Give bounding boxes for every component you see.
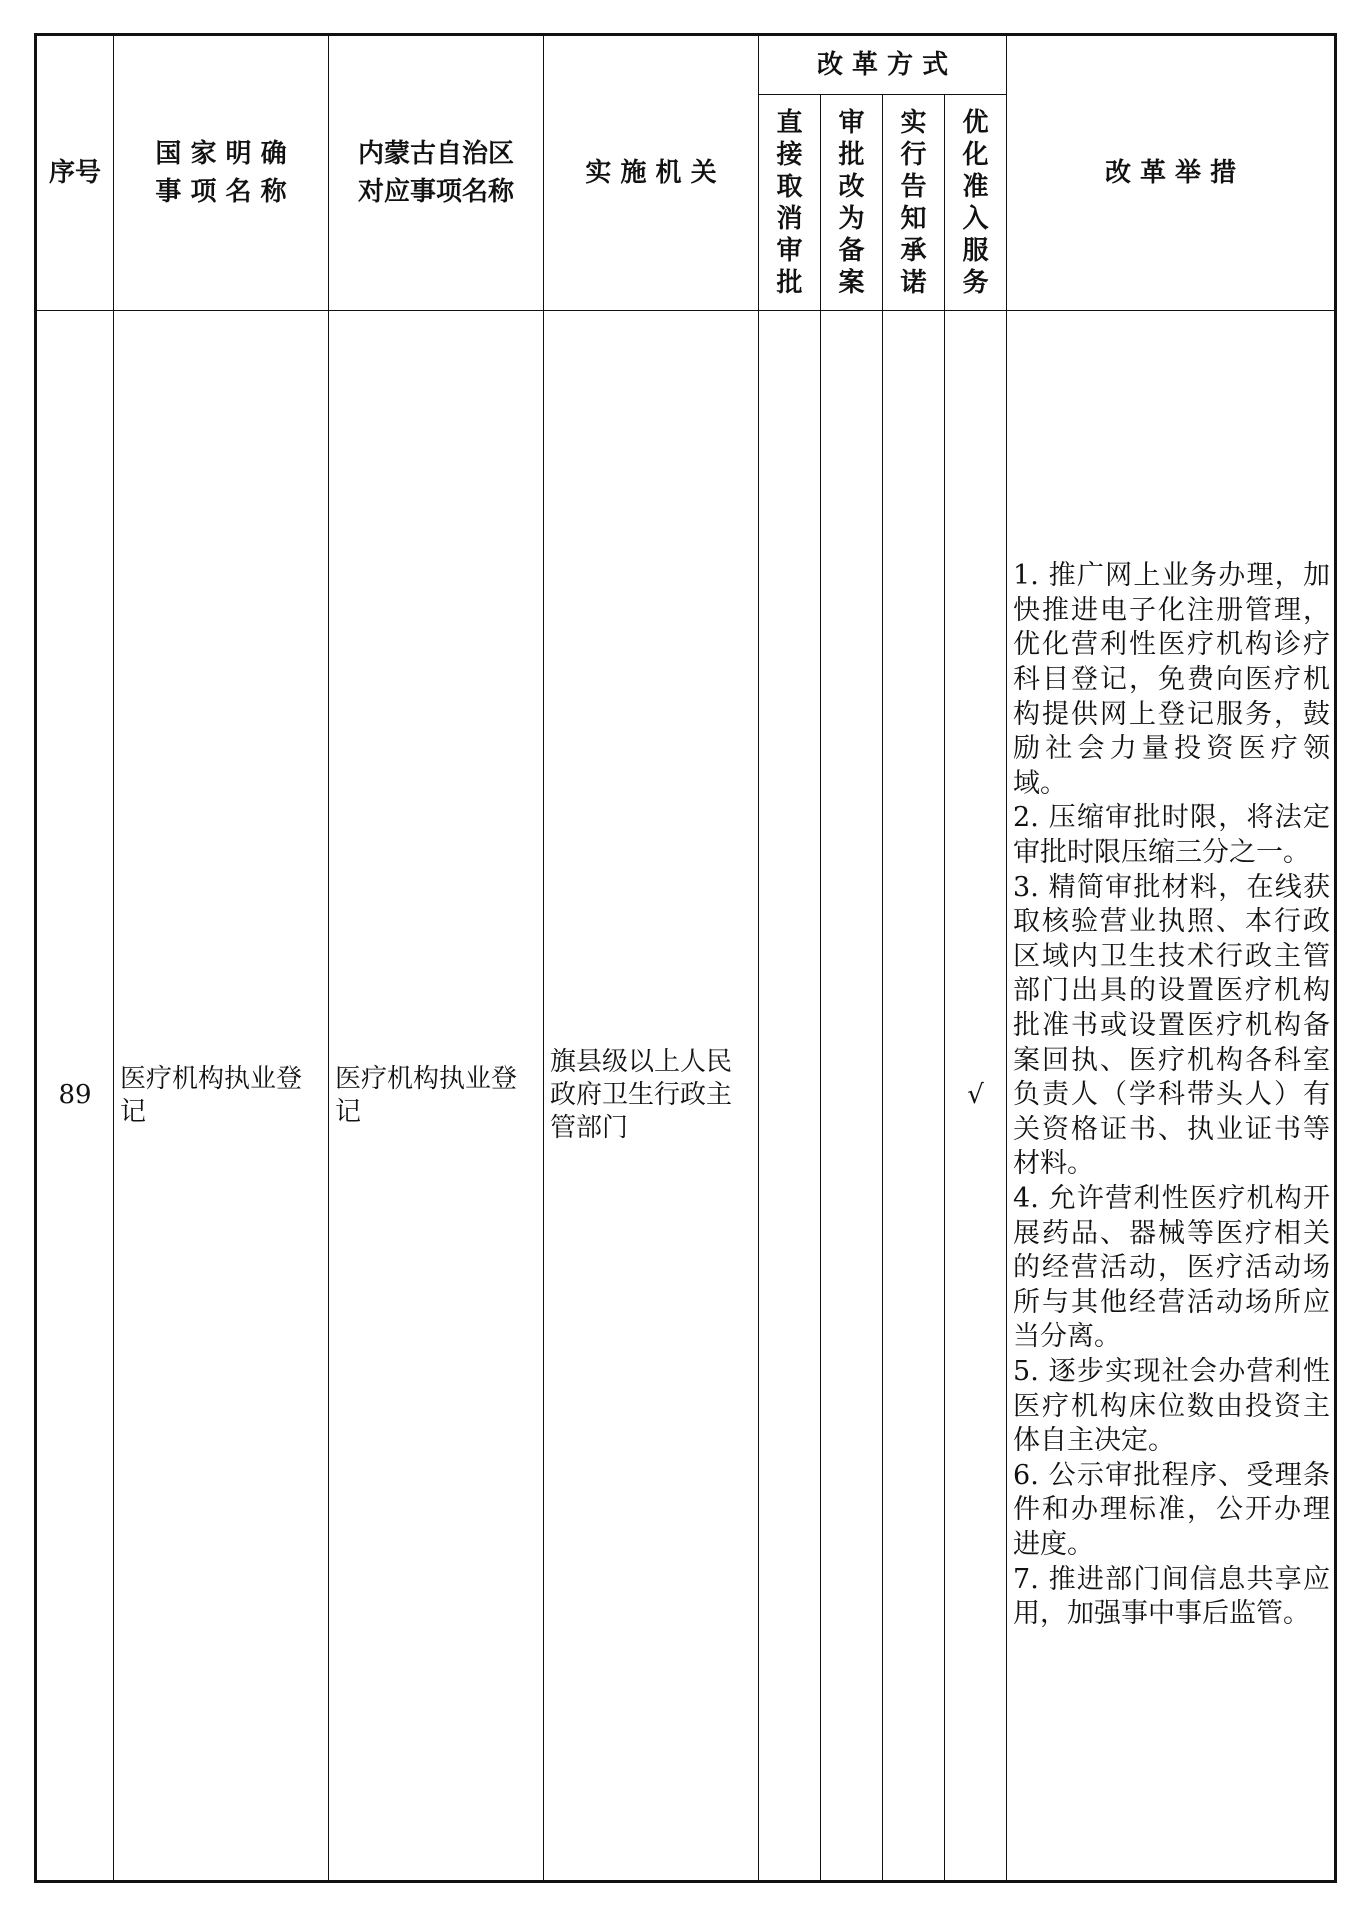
- row-mark-cancel: [759, 311, 821, 1882]
- measure-item: 1. 推广网上业务办理，加快推进电子化注册管理，优化营利性医疗机构诊疗科目登记，免费向医疗机构提供网上登记服务，鼓励社会力量投资医疗领域。: [1013, 560, 1331, 799]
- measure-item: 7. 推进部门间信息共享应用，加强事中事后监管。: [1013, 1563, 1331, 1630]
- header-method-filing-text: 审 批 改 为 备 案: [838, 107, 865, 298]
- header-region-item-text: 内蒙古自治区 对应事项名称: [357, 139, 514, 207]
- header-method-optimize: [945, 95, 1007, 311]
- measure-item: 3. 精简审批材料，在线获取核验营业执照、本行政区域内卫生技术行政主管部门出具的设置医疗机构批准书或设置医疗机构备案回执、医疗机构各科室负责人（学科带头人）有关资格证书、执业证书等材料。: [1013, 871, 1331, 1180]
- row-seq: 89: [36, 311, 114, 1882]
- row-national-item: 医疗机构执业登记: [114, 311, 329, 1882]
- header-national-item-text: 国 家 明 确 事 项 名 称: [155, 139, 287, 207]
- header-method-optimize-text: 优 化 准 入 服 务: [962, 107, 989, 298]
- row-mark-filing: [821, 311, 883, 1882]
- header-national-item: [114, 35, 329, 311]
- row-region-item: 医疗机构执业登记: [329, 311, 544, 1882]
- table-row: [36, 311, 1336, 1882]
- header-agency: 实 施 机 关: [544, 35, 759, 311]
- measure-item: 2. 压缩审批时限，将法定审批时限压缩三分之一。: [1013, 802, 1331, 869]
- header-method-cancel-text: 直 接 取 消 审 批: [776, 107, 803, 298]
- reform-table: [34, 33, 1337, 1883]
- measure-item: 5. 逐步实现社会办营利性医疗机构床位数由投资主体自主决定。: [1013, 1355, 1331, 1457]
- header-seq: 序号: [36, 35, 114, 311]
- row-mark-optimize: √: [945, 311, 1007, 1882]
- header-region-item: [329, 35, 544, 311]
- row-agency: 旗县级以上人民政府卫生行政主管部门: [544, 311, 759, 1882]
- header-method-filing: [821, 95, 883, 311]
- header-reform-method: 改 革 方 式: [759, 35, 1007, 95]
- header-method-notify: [883, 95, 945, 311]
- header-method-notify-text: 实 行 告 知 承 诺: [900, 107, 927, 298]
- row-mark-notify: [883, 311, 945, 1882]
- header-method-cancel: [759, 95, 821, 311]
- row-measures: [1007, 311, 1336, 1882]
- header-measures: 改 革 举 措: [1007, 35, 1336, 311]
- measure-item: 4. 允许营利性医疗机构开展药品、器械等医疗相关的经营活动，医疗活动场所与其他经营活动场所应当分离。: [1013, 1182, 1331, 1353]
- measure-item: 6. 公示审批程序、受理条件和办理标准，公开办理进度。: [1013, 1459, 1331, 1560]
